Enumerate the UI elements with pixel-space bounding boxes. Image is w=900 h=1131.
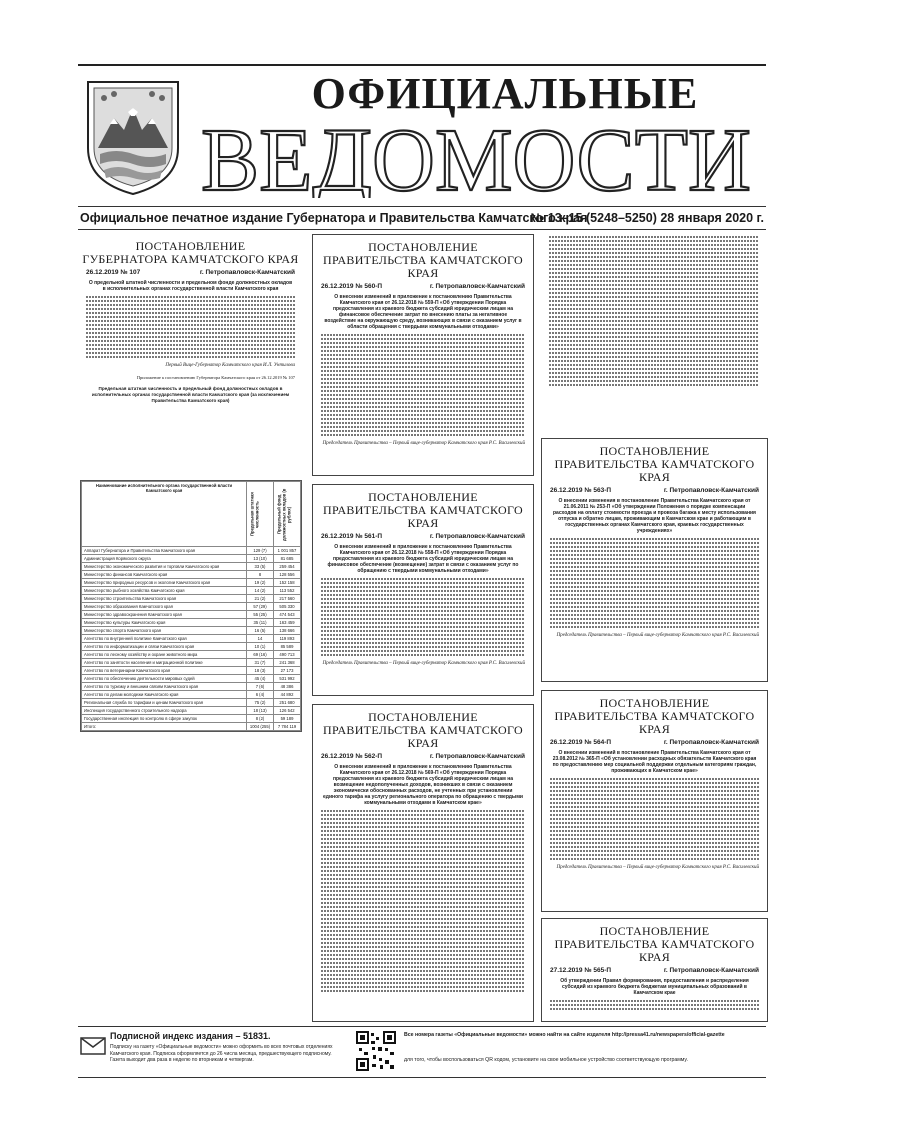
doc-meta xyxy=(313,750,533,762)
doc-heading: ПОСТАНОВЛЕНИЕ ПРАВИТЕЛЬСТВА КАМЧАТСКОГО КРАЯ xyxy=(554,444,755,484)
table-cell-staff: 10 (1) xyxy=(247,643,274,651)
doc-signature: Председатель Правительства – Первый вице-губернатор Камчатского края Р.С. Василевский xyxy=(322,661,525,666)
table-cell-organ: Государственная инспекция по контролю в сфере закупок xyxy=(82,715,247,723)
table-cell-fund: 505 330 xyxy=(274,603,301,611)
doc-date-number: 26.12.2019 № 563-П xyxy=(550,487,612,494)
table-caption: Предельная штатная численность и предельный фонд должностных окладов в исполнительных органах государственной власти Камчатского края (за исключением Правительства Камчатского края) xyxy=(91,386,290,403)
doc-date-number: 26.12.2019 № 562-П xyxy=(321,753,383,760)
doc-date-number: 26.12.2019 № 561-П xyxy=(321,533,383,540)
doc-meta xyxy=(542,736,767,748)
masthead-title-main xyxy=(196,118,756,198)
doc-government-562 xyxy=(312,704,534,1022)
table-row xyxy=(82,723,301,731)
table-cell-fund: 27 173 xyxy=(274,667,301,675)
doc-subject: О внесении изменений в постановление Правительства Камчатского края от 23.08.2012 № 365-П «Об установлении расходных обязательств Камчатского края по предоставлению мер социальной поддержки отдельным категориям граждан, проживающих в Камчатском крае» xyxy=(552,750,757,774)
doc-meta xyxy=(313,530,533,542)
doc-city: г. Петропавловск-Камчатский xyxy=(429,533,525,540)
table-row xyxy=(82,683,301,691)
table-cell-organ: Итого: xyxy=(82,723,247,731)
subscription-note: Подписку на газету «Официальные ведомости» можно оформить во всех почтовых отделениях Камчатского края. Подписка оформляется до 26 числа месяца, предшествующего подписному. Газета выходит два раза в неделю по вторникам и четвергам. xyxy=(110,1044,333,1063)
doc-subject: Об утверждении Правил формирования, предоставления и распределения субсидий из краевого бюджета бюджетам муниципальных образований в Камчатском крае xyxy=(560,978,749,996)
doc-subject: О внесении изменений в приложение к постановлению Правительства Камчатского края от 26.12.2018 № 559-П «Об утверждении Порядка предоставления из краевого бюджета субсидий юридическим лицам на финансовое обеспечение затрат по внесению платы за негативное воздействие на окружающую среду, возникающих в связи с оказанием услуг в области обращения с твердыми коммунальными отходами» xyxy=(324,294,522,330)
table-cell-organ: Министерство природных ресурсов и экологии Камчатского края xyxy=(82,579,247,587)
table-row xyxy=(82,675,301,683)
qr-code-icon[interactable] xyxy=(356,1031,396,1071)
doc-subject: О внесении изменений в приложение к постановлению Правительства Камчатского края от 26.12.2018 № 558-П «Об утверждении Порядка предоставления из краевого бюджета субсидий юридическим лицам на финансовое обеспечение (возмещение) затрат в связи с оказанием услуг по обращению с твердыми коммунальными отходами» xyxy=(327,544,519,574)
table-cell-fund: 59 189 xyxy=(274,715,301,723)
table-cell-staff: 45 (4) xyxy=(247,675,274,683)
table-cell-organ: Аппарат Губернатора и Правительства Камчатского края xyxy=(82,547,247,555)
footer xyxy=(78,1026,766,1078)
table-row xyxy=(82,699,301,707)
table-row xyxy=(82,691,301,699)
doc-meta xyxy=(542,484,767,496)
doc-signature: Председатель Правительства – Первый вице-губернатор Камчатского края Р.С. Василевский xyxy=(322,441,525,446)
table-cell-organ: Министерство финансов Камчатского края xyxy=(82,571,247,579)
table-cell-staff: 35 (11) xyxy=(247,619,274,627)
kamchatka-coat-of-arms-icon xyxy=(84,78,182,196)
table-cell-fund: 259 454 xyxy=(274,563,301,571)
table-cell-organ: Министерство образования Камчатского края xyxy=(82,603,247,611)
table-cell-staff: 6 (4) xyxy=(247,691,274,699)
doc-date-number: 26.12.2019 № 560-П xyxy=(321,283,383,290)
doc-heading: ПОСТАНОВЛЕНИЕ ГУБЕРНАТОРА КАМЧАТСКОГО КРАЯ xyxy=(82,239,299,266)
table-row xyxy=(82,659,301,667)
doc-city: г. Петропавловск-Камчатский xyxy=(663,487,759,494)
table-cell-staff: 31 (7) xyxy=(247,659,274,667)
doc-city: г. Петропавловск-Камчатский xyxy=(663,739,759,746)
table-cell-organ: Министерство экономического развития и торговли Камчатского края xyxy=(82,563,247,571)
table-cell-staff: 57 (29) xyxy=(247,603,274,611)
doc-government-560 xyxy=(312,234,534,476)
publication-subtitle: Официальное печатное издание Губернатора и Правительства Камчатского края xyxy=(80,211,588,225)
table-cell-staff: 16 (5) xyxy=(247,627,274,635)
subscription-index: Подписной индекс издания – 51831. xyxy=(110,1031,271,1041)
doc-date-number: 26.12.2019 № 107 xyxy=(86,269,141,276)
table-cell-staff: 14 (2) xyxy=(247,587,274,595)
table-cell-organ: Региональная служба по тарифам и ценам Камчатского края xyxy=(82,699,247,707)
table-row xyxy=(82,563,301,571)
table-cell-staff: 14 xyxy=(247,635,274,643)
table-row xyxy=(82,643,301,651)
table-cell-staff: 8 (2) xyxy=(247,715,274,723)
doc-signature: Председатель Правительства – Первый вице-губернатор Камчатского края Р.С. Василевский xyxy=(556,865,759,870)
doc-signature: Председатель Правительства – Первый вице-губернатор Камчатского края Р.С. Василевский xyxy=(556,633,759,638)
doc-signature: Первый Вице-Губернатор Камчатского края И.Л. Унтилова xyxy=(165,363,295,368)
doc-date-number: 26.12.2019 № 564-П xyxy=(550,739,612,746)
table-cell-fund: 152 158 xyxy=(274,579,301,587)
table-cell-organ: Агентство по обеспечению деятельности мировых судей xyxy=(82,675,247,683)
table-cell-organ: Министерство спорта Камчатского края xyxy=(82,627,247,635)
table-cell-fund: 113 552 xyxy=(274,587,301,595)
doc-government-563 xyxy=(541,438,768,682)
table-cell-fund: 138 666 xyxy=(274,627,301,635)
table-cell-fund: 1 001 857 xyxy=(274,547,301,555)
doc-meta xyxy=(78,266,303,278)
table-cell-fund: 490 713 xyxy=(274,651,301,659)
doc-heading: ПОСТАНОВЛЕНИЕ ПРАВИТЕЛЬСТВА КАМЧАТСКОГО КРАЯ xyxy=(554,924,755,964)
table-row xyxy=(82,651,301,659)
table-row xyxy=(82,587,301,595)
doc-heading: ПОСТАНОВЛЕНИЕ ПРАВИТЕЛЬСТВА КАМЧАТСКОГО КРАЯ xyxy=(554,696,755,736)
table-cell-fund: 241 368 xyxy=(274,659,301,667)
doc-562-continuation xyxy=(541,234,766,430)
doc-subject: О внесении изменений в приложение к постановлению Правительства Камчатского края от 26.12.2018 № 569-П «Об утверждении Порядка предоставления из краевого бюджета субсидий юридическим лицам на возмещение недополученных доходов, возникших в связи с оказанием экономически обоснованных расходов, не учтенных при установлении единого тарифа на услугу регионального оператора по обращению с твердыми коммунальными отходами в Камчатском крае» xyxy=(323,764,523,806)
table-cell-staff: 1004 (255) xyxy=(247,723,274,731)
doc-heading: ПОСТАНОВЛЕНИЕ ПРАВИТЕЛЬСТВА КАМЧАТСКОГО КРАЯ xyxy=(323,710,523,750)
table-cell-organ: Инспекция государственного строительного надзора xyxy=(82,707,247,715)
table-cell-staff: 18 (3) xyxy=(247,667,274,675)
table-cell-fund: 163 459 xyxy=(274,619,301,627)
table-row xyxy=(82,579,301,587)
doc-meta xyxy=(542,964,767,976)
doc-city: г. Петропавловск-Камчатский xyxy=(429,753,525,760)
table-cell-fund: 126 542 xyxy=(274,707,301,715)
doc-subject: О внесении изменения в постановление Правительства Камчатского края от 21.06.2011 № 253-П «Об утверждении Положения о порядке компенсации расходов на оплату стоимости проезда и провоза багажа к месту использования отпуска и обратно лицам, проживающим в Камчатском крае и работающим в государственных органах Камчатского края, краевых государственных учреждениях» xyxy=(553,498,756,534)
table-cell-fund: 44 892 xyxy=(274,691,301,699)
table-cell-organ: Агентство по занятости населения и миграционной политике xyxy=(82,659,247,667)
table-row xyxy=(82,635,301,643)
masthead-title-top: ОФИЦИАЛЬНЫЕ xyxy=(311,69,699,118)
table-row xyxy=(82,595,301,603)
table-col-fund: Предельный фонд должностных окладов (в рублях) xyxy=(274,482,301,547)
staff-limits-table xyxy=(80,480,302,732)
table-row xyxy=(82,571,301,579)
table-cell-fund: 119 893 xyxy=(274,635,301,643)
table-row xyxy=(82,603,301,611)
table-row xyxy=(82,707,301,715)
table-cell-organ: Министерство здравоохранения Камчатского края xyxy=(82,611,247,619)
table-cell-fund: 85 589 xyxy=(274,643,301,651)
doc-city: г. Петропавловск-Камчатский xyxy=(199,269,295,276)
mail-envelope-icon xyxy=(80,1035,106,1057)
table-cell-staff: 18 (13) xyxy=(247,707,274,715)
table-cell-staff: 19 (2) xyxy=(247,579,274,587)
doc-government-561 xyxy=(312,484,534,696)
table-cell-fund: 217 560 xyxy=(274,595,301,603)
table-cell-fund: 531 992 xyxy=(274,675,301,683)
qr-instruction: для того, чтобы воспользоваться QR кодом, установите на свое мобильное устройство соответствующую программу. xyxy=(404,1057,688,1063)
doc-heading: ПОСТАНОВЛЕНИЕ ПРАВИТЕЛЬСТВА КАМЧАТСКОГО КРАЯ xyxy=(323,240,523,280)
doc-city: г. Петропавловск-Камчатский xyxy=(663,967,759,974)
appendix-note: Приложение к постановлению Губернатора Камчатского края от 26.12.2019 № 107 xyxy=(136,375,295,380)
table-cell-organ: Агентство по лесному хозяйству и охране животного мира xyxy=(82,651,247,659)
table-row xyxy=(82,619,301,627)
table-cell-fund: 251 680 xyxy=(274,699,301,707)
table-cell-staff: 13 (10) xyxy=(247,555,274,563)
doc-city: г. Петропавловск-Камчатский xyxy=(429,283,525,290)
doc-meta xyxy=(313,280,533,292)
table-cell-staff: 55 (25) xyxy=(247,611,274,619)
doc-government-564 xyxy=(541,690,768,912)
table-cell-organ: Министерство культуры Камчатского края xyxy=(82,619,247,627)
doc-subject: О предельной штатной численности и предельном фонде должностных окладов в исполнительных органах государственной власти Камчатского края xyxy=(88,280,293,292)
table-cell-staff: 69 (16) xyxy=(247,651,274,659)
table-col-organ: Наименование исполнительного органа государственной власти Камчатского края xyxy=(82,482,247,547)
table-cell-staff: 21 (2) xyxy=(247,595,274,603)
doc-heading: ПОСТАНОВЛЕНИЕ ПРАВИТЕЛЬСТВА КАМЧАТСКОГО КРАЯ xyxy=(323,490,523,530)
table-cell-staff: 8 xyxy=(247,571,274,579)
table-cell-staff: 75 (2) xyxy=(247,699,274,707)
table-row xyxy=(82,555,301,563)
table-cell-staff: 129 (7) xyxy=(247,547,274,555)
table-cell-organ: Агентство по внутренней политике Камчатского края xyxy=(82,635,247,643)
table-cell-fund: 48 386 xyxy=(274,683,301,691)
table-col-staff: Предельная штатная численность xyxy=(247,482,274,547)
masthead-title-main-text: ВЕДОМОСТИ xyxy=(201,118,751,198)
table-cell-fund: 128 556 xyxy=(274,571,301,579)
table-header-row xyxy=(82,482,301,547)
table-cell-organ: Министерство строительства Камчатского края xyxy=(82,595,247,603)
table-cell-organ: Агентство по ветеринарии Камчатского края xyxy=(82,667,247,675)
table-cell-organ: Агентство по туризму и внешним связям Камчатского края xyxy=(82,683,247,691)
issue-number-date: № 13–15 (5248–5250) 28 января 2020 г. xyxy=(530,211,764,225)
table-cell-fund: 81 685 xyxy=(274,555,301,563)
table-row xyxy=(82,627,301,635)
table-cell-staff: 33 (5) xyxy=(247,563,274,571)
doc-date-number: 27.12.2019 № 565-П xyxy=(550,967,612,974)
table-row xyxy=(82,667,301,675)
table-row xyxy=(82,547,301,555)
doc-government-565 xyxy=(541,918,768,1022)
table-cell-organ: Администрация Корякского округа xyxy=(82,555,247,563)
table-cell-organ: Агентство по делам молодежи Камчатского края xyxy=(82,691,247,699)
masthead-subline xyxy=(78,206,766,230)
table-cell-fund: 474 543 xyxy=(274,611,301,619)
table-row xyxy=(82,611,301,619)
table-cell-fund: 7 784 119 xyxy=(274,723,301,731)
table-cell-organ: Агентство по информатизации и связи Камчатского края xyxy=(82,643,247,651)
doc-governor-107 xyxy=(78,234,303,470)
table-cell-staff: 7 (6) xyxy=(247,683,274,691)
table-cell-organ: Министерство рыбного хозяйства Камчатского края xyxy=(82,587,247,595)
table-row xyxy=(82,715,301,723)
archive-note: Все номера газеты «Официальные ведомости» можно найти на сайте издателя http://pressa41.ru/newspapers/official-gazette xyxy=(404,1032,725,1038)
